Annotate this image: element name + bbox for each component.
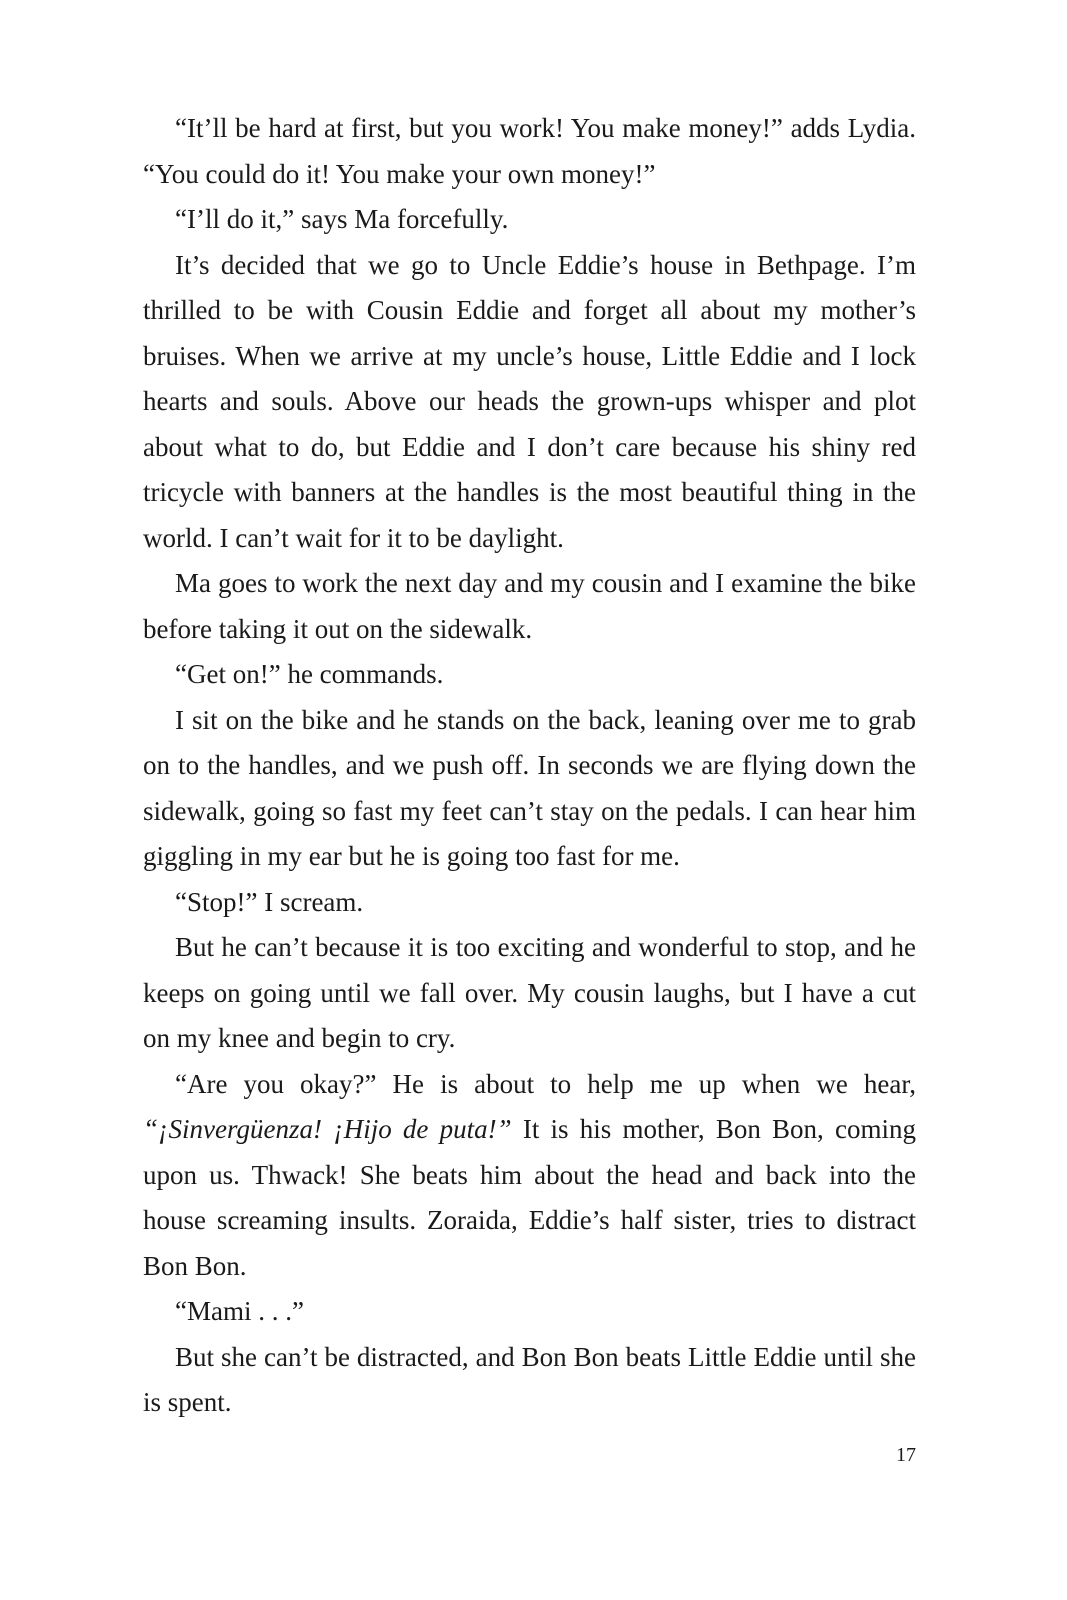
paragraph: I sit on the bike and he stands on the back, leaning over me to grab on to the handles, and we push off. In seconds we are flying down the sidewalk, going so fast my feet can’t stay on the pedals. I can hear him giggling in my ear but he is going too fast for me. — [143, 704, 916, 871]
paragraph: “Get on!” he commands. — [175, 659, 444, 689]
paragraph: Ma goes to work the next day and my cousin and I examine the bike before taking it out on the sidewalk. — [143, 568, 916, 644]
paragraph-text: “Are you okay?” He is about to help me up when we hear, — [175, 1068, 916, 1099]
paragraph: “Stop!” I scream. — [175, 886, 364, 917]
paragraph-are-you-okay — [143, 1062, 916, 1290]
italic-exclamation: “¡Sinvergüenza! ¡Hijo de puta!” — [143, 1114, 512, 1144]
paragraph: “It’ll be hard at first, but you work! You make money!” adds Lydia. “You could do it! You make your own money!” — [143, 113, 916, 189]
paragraph: “I’ll do it,” says Ma forcefully. — [175, 204, 509, 234]
paragraph: It’s decided that we go to Uncle Eddie’s house in Bethpage. I’m thrilled to be with Cousin Eddie and forget all about my mother’s bruises. When we arrive at my uncle’s house, Little Eddie and I lock hearts and souls. Above our heads the grown-ups whisper and plot about what to do, but Eddie and I don’t care because his shiny red tricycle with banners at the handles is the most beautiful thing in the world. I can’t wait for it to be daylight. — [143, 249, 916, 553]
paragraph-text: It is his mother, Bon Bon, coming upon us. Thwack! She beats him about the head and back into the house screaming insults. Zoraida, Eddie’s half sister, tries to distract Bon Bon. — [143, 1114, 917, 1281]
page-body — [143, 106, 916, 1426]
paragraph: But she can’t be distracted, and Bon Bon beats Little Eddie until she is spent. — [143, 1341, 916, 1417]
page-number: 17 — [896, 1444, 916, 1466]
paragraph: But he can’t because it is too exciting and wonderful to stop, and he keeps on going until we fall over. My cousin laughs, but I have a cut on my knee and begin to cry. — [143, 932, 916, 1053]
paragraph: “Mami . . .” — [175, 1296, 304, 1326]
